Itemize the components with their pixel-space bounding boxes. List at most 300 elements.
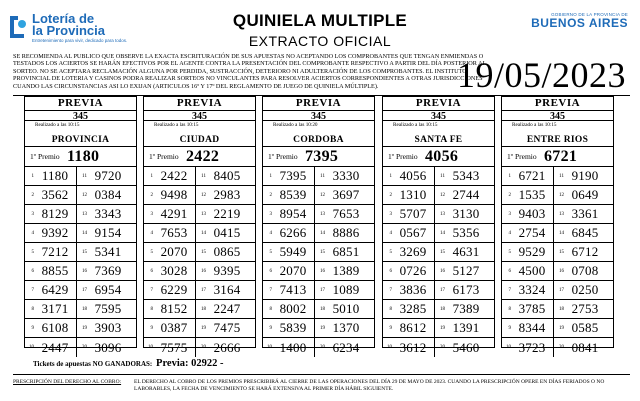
table-row [502,300,613,319]
result-number: 8855 [41,263,69,278]
result-number: 0384 [94,187,122,202]
table-row [25,186,136,205]
column-divider [553,205,554,224]
column-divider [314,338,315,357]
result-number: 0387 [160,320,188,335]
table-row [383,338,494,357]
table-row [25,224,136,243]
first-prize-row [502,146,613,167]
position-number: 5 [150,249,153,255]
table-row [502,186,613,205]
result-number: 2070 [160,244,188,259]
result-number: 2666 [213,339,241,355]
table-row [263,186,374,205]
table-row [144,205,255,224]
table-row [263,262,374,281]
column-divider [434,224,435,243]
column-divider [76,186,77,205]
table-row [502,338,613,357]
column-divider [434,338,435,357]
position-number: 14 [440,230,445,236]
column-divider [195,281,196,300]
result-number: 1180 [41,168,69,183]
panel-city-name: PROVINCIA [51,135,110,145]
first-prize-label: 1º Premio [149,152,179,161]
result-number: 5839 [279,320,307,335]
result-number: 5949 [279,244,307,259]
panel-draw-number: 345 [383,110,494,121]
position-number: 11 [201,173,206,179]
position-number: 6 [508,268,511,274]
column-divider [434,300,435,319]
result-number: 7595 [94,301,122,316]
column-divider [434,243,435,262]
position-number: 15 [320,249,325,255]
first-prize-value: 7395 [305,147,339,165]
column-divider [76,338,77,357]
result-number: 6429 [41,282,69,297]
position-number: 2 [508,192,511,198]
column-divider [314,281,315,300]
table-row [144,300,255,319]
result-number: 9498 [160,187,188,202]
result-number: 7653 [332,206,360,221]
panel-draw-number: 345 [25,110,136,121]
result-number: 1535 [518,187,546,202]
table-row [144,186,255,205]
result-number: 3285 [399,301,427,316]
position-number: 7 [269,287,272,293]
position-number: 9 [31,325,34,331]
first-prize-label: 1º Premio [507,152,537,161]
position-number: 4 [150,230,153,236]
table-row [144,319,255,338]
logo-tagline: Entretenimiento para vivir, dedicado para todos. [32,38,128,43]
result-number: 7395 [279,168,307,183]
footer-label: PRESCRIPCIÓN DEL DERECHO AL COBRO: [13,379,122,385]
column-divider [553,262,554,281]
result-number: 8612 [399,320,427,335]
result-number: 0865 [213,244,241,259]
position-number: 13 [82,211,87,217]
result-number: 3028 [160,263,188,278]
position-number: 20 [201,345,206,350]
first-prize-label: 1º Premio [388,152,418,161]
panel-draw-number: 345 [144,110,255,121]
position-number: 18 [559,306,564,312]
table-row [502,205,613,224]
result-number: 3723 [518,339,546,355]
position-number: 5 [269,249,272,255]
position-number: 8 [269,306,272,312]
result-number: 5356 [452,225,480,240]
panel-previa-label: PREVIA [176,97,223,109]
position-number: 17 [201,287,206,293]
table-row [25,300,136,319]
position-number: 3 [150,211,153,217]
position-number: 18 [320,306,325,312]
position-number: 9 [508,325,511,331]
table-row [263,300,374,319]
position-number: 20 [82,345,87,350]
position-number: 17 [82,287,87,293]
position-number: 1 [508,173,511,179]
disclaimer-text: SE RECOMIENDA AL PUBLICO QUE OBSERVE LA EXACTA ESCRITURACIÓN DE SUS APUESTAS NO ACEPTANDO LOS COMPROBANTES QUE TENGAN ENMIENDAS O TESTADOS LOS ACIERTOS SE HARÁN EFECTIVOS POR EL AGENTE CONTRA LA PRESENTACIÓN DEL COMPROBANTE RESPECTIVO A PARTIR DEL DÍA POSTERIOR AL SORTEO. NO SE ACEPTARA RECLAMACIÓN ALGUNA POR PERDIDA, SUSTRACCIÓN, DETERIORO NI ADULTERACIÓN DE LOS COMPROBANTES. EL INSTITUTO PROVINCIAL DE LOTERIA Y CASINOS PODRA REALIZAR SORTEOS NO VINCULANTES PARA RESOLVER ACIERTOS CORRESPONDIENTES A OTRAS JURISDICCIONES CUANDO LAS CIRCUNSTANCIAS ASI LO EXIJAN (ARTICULOS 16º Y 17º DEL REGLAMENTO DE JUEGO DE QUINIELA MÚLTIPLE). [13,53,487,90]
table-row [263,224,374,243]
results-panel [262,96,375,355]
panel-draw-time: Realizado a las 10:15 [35,122,80,128]
result-number: 7389 [452,301,480,316]
table-row [383,205,494,224]
panel-city-name: SANTA FE [414,135,463,145]
column-divider [76,205,77,224]
result-number: 1400 [279,339,307,355]
table-row [383,262,494,281]
result-number: 6173 [452,282,480,297]
table-row [144,243,255,262]
position-number: 13 [201,211,206,217]
result-number: 4500 [518,263,546,278]
first-prize-value: 1180 [67,147,100,165]
tickets-label: Tickets de apuestas NO GANADORAS: [33,360,153,368]
result-number: 4056 [399,168,427,183]
result-number: 9392 [41,225,69,240]
result-number: 2753 [571,301,599,316]
result-number: 1370 [332,320,360,335]
position-number: 8 [150,306,153,312]
table-row [25,205,136,224]
result-number: 5707 [399,206,427,221]
first-prize-row [263,146,374,167]
results-panel [382,96,495,355]
results-rows [263,167,374,357]
results-rows [144,167,255,357]
result-number: 2744 [452,187,480,202]
position-number: 18 [82,306,87,312]
result-number: 9403 [518,206,546,221]
column-divider [314,262,315,281]
column-divider [434,262,435,281]
table-row [383,186,494,205]
table-row [502,262,613,281]
position-number: 4 [508,230,511,236]
panel-draw-number: 345 [502,110,613,121]
column-divider [314,243,315,262]
result-number: 6266 [279,225,307,240]
result-number: 7369 [94,263,122,278]
result-number: 7575 [160,339,188,355]
position-number: 18 [440,306,445,312]
result-number: 3171 [41,301,69,316]
table-row [383,319,494,338]
result-number: 5343 [452,168,480,183]
column-divider [434,167,435,186]
panel-draw-time: Realizado a las 10:15 [393,122,438,128]
table-row [25,281,136,300]
table-row [25,319,136,338]
result-number: 2219 [213,206,241,221]
result-number: 6845 [571,225,599,240]
panel-draw-time: Realizado a las 10:20 [273,122,318,128]
first-prize-value: 2422 [186,147,220,165]
position-number: 20 [320,345,325,350]
result-number: 5341 [94,244,122,259]
position-number: 19 [82,325,87,331]
result-number: 6851 [332,244,360,259]
result-number: 1089 [332,282,360,297]
column-divider [553,319,554,338]
table-row [25,167,136,186]
position-number: 10 [387,345,392,350]
result-number: 0567 [399,225,427,240]
table-row [263,338,374,357]
result-number: 0841 [571,339,599,355]
position-number: 5 [389,249,392,255]
panel-city-name: ENTRE RIOS [526,135,589,145]
result-number: 8002 [279,301,307,316]
result-number: 4631 [452,244,480,259]
column-divider [553,243,554,262]
result-number: 3612 [399,339,427,355]
position-number: 3 [31,211,34,217]
result-number: 8344 [518,320,546,335]
column-divider [76,281,77,300]
results-rows [502,167,613,357]
first-prize-row [25,146,136,167]
panel-previa-label: PREVIA [415,97,462,109]
result-number: 8129 [41,206,69,221]
table-row [144,338,255,357]
position-number: 7 [31,287,34,293]
column-divider [553,186,554,205]
result-number: 5460 [452,339,480,355]
result-number: 0585 [571,320,599,335]
table-row [383,224,494,243]
result-number: 5127 [452,263,480,278]
column-divider [553,224,554,243]
position-number: 12 [559,192,564,198]
result-number: 7212 [41,244,69,259]
result-number: 2447 [41,339,69,355]
position-number: 1 [150,173,153,179]
position-number: 10 [29,345,34,350]
position-number: 8 [508,306,511,312]
result-number: 8405 [213,168,241,183]
results-rows [25,167,136,357]
table-row [383,281,494,300]
panel-city-name: CIUDAD [179,135,220,145]
logo-line1: Lotería de [32,11,95,26]
result-number: 1391 [452,320,480,335]
logo-line2: la Provincia [32,23,105,38]
position-number: 7 [150,287,153,293]
position-number: 16 [320,268,325,274]
position-number: 11 [320,173,325,179]
result-number: 3785 [518,301,546,316]
result-number: 4291 [160,206,188,221]
position-number: 4 [31,230,34,236]
panel-draw-number: 345 [263,110,374,121]
result-number: 2247 [213,301,241,316]
column-divider [76,224,77,243]
position-number: 5 [508,249,511,255]
page-subtitle: EXTRACTO OFICIAL [248,33,392,49]
position-number: 3 [269,211,272,217]
result-number: 3361 [571,206,599,221]
result-number: 0726 [399,263,427,278]
position-number: 7 [508,287,511,293]
bottom-divider [13,374,630,375]
panel-draw-time: Realizado a las 10:15 [154,122,199,128]
column-divider [76,319,77,338]
position-number: 2 [150,192,153,198]
position-number: 19 [559,325,564,331]
results-rows [383,167,494,357]
first-prize-row [144,146,255,167]
position-number: 1 [269,173,272,179]
position-number: 8 [389,306,392,312]
column-divider [314,300,315,319]
position-number: 3 [508,211,511,217]
table-row [502,224,613,243]
column-divider [76,262,77,281]
first-prize-label: 1º Premio [30,152,60,161]
panel-previa-label: PREVIA [295,97,342,109]
result-number: 6229 [160,282,188,297]
page-title: QUINIELA MULTIPLE [232,11,408,30]
position-number: 8 [31,306,34,312]
column-divider [76,243,77,262]
result-number: 3562 [41,187,69,202]
result-number: 3269 [399,244,427,259]
column-divider [553,167,554,186]
table-row [383,167,494,186]
table-row [502,167,613,186]
result-number: 0250 [571,282,599,297]
first-prize-value: 4056 [425,147,459,165]
table-row [263,205,374,224]
result-number: 2422 [160,168,188,183]
table-row [144,262,255,281]
result-number: 2983 [213,187,241,202]
position-number: 20 [440,345,445,350]
result-number: 6721 [518,168,546,183]
result-number: 8152 [160,301,188,316]
position-number: 15 [440,249,445,255]
result-number: 6954 [94,282,122,297]
position-number: 7 [389,287,392,293]
result-number: 0415 [213,225,241,240]
table-row [25,243,136,262]
column-divider [434,205,435,224]
result-number: 6712 [571,244,599,259]
position-number: 15 [201,249,206,255]
column-divider [314,224,315,243]
draw-date: 19/05/2023 [456,55,626,95]
position-number: 11 [440,173,445,179]
position-number: 6 [31,268,34,274]
position-number: 4 [269,230,272,236]
result-number: 1310 [399,187,427,202]
position-number: 13 [559,211,564,217]
column-divider [434,186,435,205]
results-panel [24,96,137,355]
position-number: 2 [389,192,392,198]
result-number: 9154 [94,225,122,240]
column-divider [314,186,315,205]
column-divider [195,300,196,319]
position-number: 19 [320,325,325,331]
column-divider [553,300,554,319]
result-number: 3903 [94,320,122,335]
column-divider [195,319,196,338]
table-row [263,167,374,186]
position-number: 2 [269,192,272,198]
first-prize-row [383,146,494,167]
column-divider [434,319,435,338]
footer-text: EL DERECHO AL COBRO DE LOS PREMIOS PRESCRIBIRÁ AL CIERRE DE LAS OPERACIONES DEL DÍA 29 DE MAYO DE 2023. CUANDO LA PRESCRIPCIÓN OPERE EN DÍAS FERIADOS O NO LABORABLES, LA FECHA DE VENCIMIENTO SE HARÁ EXTENSIVA AL PRIMER DÍA HÁBIL SIGUIENTE. [134,379,605,392]
column-divider [195,167,196,186]
position-number: 18 [201,306,206,312]
column-divider [195,262,196,281]
position-number: 9 [150,325,153,331]
result-number: 3096 [94,339,122,355]
position-number: 10 [148,345,153,350]
table-row [144,224,255,243]
result-number: 9529 [518,244,546,259]
table-row [144,167,255,186]
position-number: 14 [201,230,206,236]
column-divider [314,319,315,338]
result-number: 7475 [213,320,241,335]
result-number: 8539 [279,187,307,202]
gobierno-logo-big: BUENOS AIRES [531,16,628,30]
position-number: 11 [82,173,87,179]
result-number: 0649 [571,187,599,202]
position-number: 12 [320,192,325,198]
column-divider [314,167,315,186]
result-number: 3330 [332,168,360,183]
first-prize-value: 6721 [544,147,578,165]
result-number: 3697 [332,187,360,202]
position-number: 2 [31,192,34,198]
table-row [263,243,374,262]
position-number: 11 [559,173,564,179]
position-number: 1 [389,173,392,179]
table-row [502,281,613,300]
position-number: 17 [320,287,325,293]
position-number: 19 [440,325,445,331]
position-number: 19 [201,325,206,331]
table-row [502,319,613,338]
result-number: 3164 [213,282,241,297]
result-number: 1389 [332,263,360,278]
result-number: 6108 [41,320,69,335]
result-number: 3836 [399,282,427,297]
column-divider [76,167,77,186]
position-number: 10 [506,345,511,350]
position-number: 15 [82,249,87,255]
result-number: 9395 [213,263,241,278]
result-number: 3130 [452,206,480,221]
position-number: 4 [389,230,392,236]
column-divider [195,186,196,205]
position-number: 13 [320,211,325,217]
position-number: 14 [82,230,87,236]
result-number: 5010 [332,301,360,316]
result-number: 0708 [571,263,599,278]
result-number: 9720 [94,168,122,183]
